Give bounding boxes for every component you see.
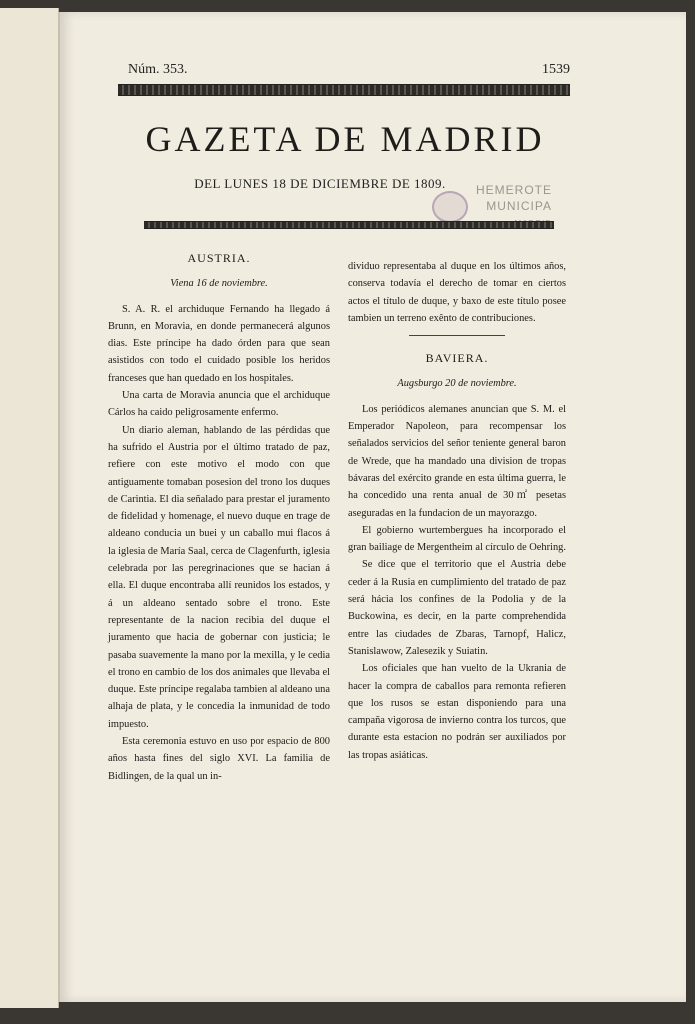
right-column	[348, 258, 566, 764]
top-ornamental-rule	[118, 84, 570, 96]
stamp-line-2: MUNICIPA	[486, 199, 552, 213]
stamp-line-1: HEMEROTE	[475, 183, 552, 197]
facing-page-edge	[0, 8, 59, 1008]
dateline-viena: Viena 16 de noviembre.	[170, 278, 268, 290]
paragraph: Esta ceremonia estuvo en uso por espacio de 800 años hasta fines del siglo XVI. La familia de Bidlingen, de la qual un in-	[108, 736, 330, 782]
paragraph: S. A. R. el archiduque Fernando ha llegado á Brunn, en Moravia, en donde permanecerá algunos dias. Este príncipe ha dado órden para que sean asistidos con todo el cuidado posible los heridos franceses que han quedado en los hospitales.	[108, 303, 330, 384]
dateline-augsburgo: Augsburgo 20 de noviembre.	[397, 378, 517, 390]
masthead-title: GAZETA DE MADRID	[145, 119, 545, 159]
seal-icon	[432, 191, 468, 223]
paragraph: Los periódicos alemanes anuncian que S. M. el Emperador Napoleon, para recompensar los señalados servicios del señor teniente general baron de Wrede, que ha mandado una division de tropas bávaras del exército grande en esta última guerra, le ha concedido una renta anual de 30㎡ pesetas aseguradas en la fundacion de un mayorazgo.	[348, 403, 566, 519]
continuation-paragraph: dividuo representaba al duque en los últimos años, conserva todavía el derecho de tomar en ciertos actos el título de duque, y baxo de este título posee tambien un terreno exênto de contribuciones.	[348, 261, 566, 324]
paragraph: El gobierno wurtembergues ha incorporado el gran bailiage de Mergentheim al círculo de Oehring.	[348, 524, 566, 554]
paragraph: Una carta de Moravia anuncia que el archiduque Cárlos ha caido peligrosamente enfermo.	[108, 390, 330, 419]
section-divider	[409, 335, 505, 336]
section-heading-austria: AUSTRIA.	[187, 251, 251, 265]
masthead-rule	[144, 221, 554, 229]
page-number: 1539	[542, 62, 570, 77]
paragraph: Se dice que el territorio que el Austria debe ceder á la Rusia en cumplimiento del tratado de paz será hácia los confines de la Podolia y de la Buckowina, es decir, en la parte comprehendida entre las ciudades de Zbaras, Tarnopf, Halicz, Stanislawow, Zalesezik y Suiatin.	[348, 559, 566, 657]
library-stamp	[432, 183, 552, 219]
paragraph: Los oficiales que han vuelto de la Ukrania de hacer la compra de caballos para remonta refieren que los rusos se estan disponiendo para una campaña vigorosa de invierno contra los turcos, que durante esta estacion no podrán ser auxiliados por las tropas asiáticas.	[348, 663, 566, 761]
left-column	[108, 248, 330, 785]
section-heading-baviera: BAVIERA.	[425, 351, 489, 366]
issue-number: Núm. 353.	[128, 62, 188, 77]
issue-dateline: DEL LUNES 18 DE DICIEMBRE DE 1809.	[194, 176, 446, 191]
paragraph: Un diario aleman, hablando de las pérdidas que ha sufrido el Austria por el último tratado de paz, refiere con este motivo el modo con que antiguamente tomaban posesion del trono los duques de Carintia. El dia señalado para prestar el juramento de fidelidad y homenage, el nuevo duque en trage de aldeano conducia un buei y un caballo mui flacos á la iglesia de María Saal, cerca de Clagenfurth, iglesia celebrada por las peregrinaciones que se hacian á ella. El duque encontraba allí reunidos los estados, y á un aldeano sentado sobre el trono. Este representante de la nacion recibia del duque el juramento que hacia de gobernar con justicia; le pasaba suavemente la mano por la mexilla, y le cedia el trono en cambio de los dos animales que llevaba el duque. Este príncipe regalaba tambien al aldeano una alhaja de plata, y le concedia la inmunidad de todo impuesto.	[108, 424, 330, 730]
